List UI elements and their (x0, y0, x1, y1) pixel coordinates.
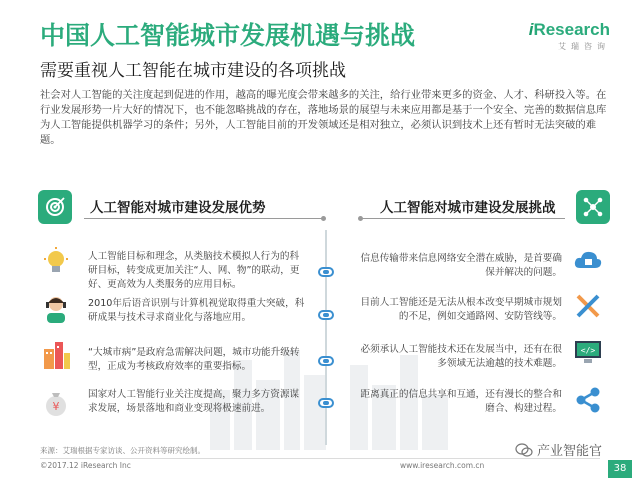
timeline-node (318, 310, 334, 320)
network-icon (576, 190, 610, 224)
challenge-item-text: 目前人工智能还是无法从根本改变早期城市规划的不足，例如交通路网、安防管线等。 (360, 297, 562, 322)
logo-i: i (528, 20, 534, 39)
target-icon (38, 190, 72, 224)
code-monitor-icon (572, 336, 604, 368)
challenge-item-text: 距离真正的信息共享和互通，还有漫长的整合和磨合、构建过程。 (360, 389, 562, 414)
copyright-text: ©2017.12 iResearch Inc (40, 461, 131, 470)
tools-icon (572, 290, 604, 322)
page-title: 中国人工智能城市发展机遇与挑战 (40, 21, 416, 50)
money-bag-icon (40, 386, 72, 418)
wechat-watermark (515, 440, 602, 459)
svg-text:</>: </> (580, 346, 596, 355)
timeline-node (318, 356, 334, 366)
logo-text: Research (533, 20, 610, 39)
advantages-heading: 人工智能对城市建设发展优势 (90, 200, 266, 216)
wechat-icon (515, 443, 533, 457)
watermark-text: 产业智能官 (537, 444, 603, 459)
advantage-item-text: 2010年后语音识别与计算机视觉取得重大突破，科研成果与技术寻求商业化与落地应用。 (88, 298, 305, 323)
intro-text: 社会对人工智能的关注度起到促进的作用，越高的曝光度会带来越多的关注，给行业带来更多的资金、人才、科研投入等。在行业发展形势一片大好的情况下，也不能忽略挑战的存在，落地场景的展望与未来应用都是基于一个安全、完善的数据信息库为人工智能提供机器学习的条件；另外，人工智能目前的开发领域还是相对独立，必须认识到技术上还有暂时无法突破的难题。 (40, 89, 607, 146)
page-number: 38 (608, 460, 632, 478)
share-nodes-icon (572, 384, 604, 416)
advantage-item-text: 国家对人工智能行业关注度提高，聚力多方资源谋求发展，场景落地和商业变现将极速前进。 (88, 389, 300, 414)
challenges-header (350, 190, 610, 226)
center-timeline (325, 230, 327, 445)
lightbulb-icon (40, 246, 72, 278)
advantages-header (38, 190, 308, 226)
source-note: 来源：艾瑞根据专家访谈、公开资料等研究绘制。 (40, 446, 205, 455)
svg-text:¥: ¥ (52, 400, 60, 413)
logo-subtext: 艾瑞咨询 (558, 42, 610, 51)
timeline-node (318, 267, 334, 277)
page-subtitle: 需要重视人工智能在城市建设的各项挑战 (40, 61, 346, 81)
challenges-underline (360, 218, 565, 219)
advantages-underline (84, 218, 324, 219)
cloud-lock-icon (572, 244, 604, 276)
website-text: www.iresearch.com.cn (400, 461, 485, 470)
advantage-item-text: 人工智能目标和理念，从类脑技术模拟人行为的科研目标，转变成更加关注“人、网、物”的联动，更好、更高效为人类服务的应用目标。 (88, 251, 300, 290)
challenges-heading: 人工智能对城市建设发展挑战 (380, 200, 556, 216)
intro-paragraph (40, 88, 610, 148)
advantage-item-text: “大城市病”是政府急需解决问题，城市功能升级转型，正成为考核政府效率的重要指标。 (88, 347, 300, 372)
challenge-item-text: 信息传输带来信息网络安全潜在威胁，是首要确保并解决的问题。 (360, 253, 562, 278)
city-buildings-icon (40, 338, 72, 370)
timeline-node (318, 398, 334, 408)
user-headset-icon (40, 292, 72, 324)
iresearch-logo (520, 20, 610, 52)
challenge-item-text: 必须承认人工智能技术还在发展当中，还有在很多领域无法逾越的技术难题。 (360, 344, 562, 369)
